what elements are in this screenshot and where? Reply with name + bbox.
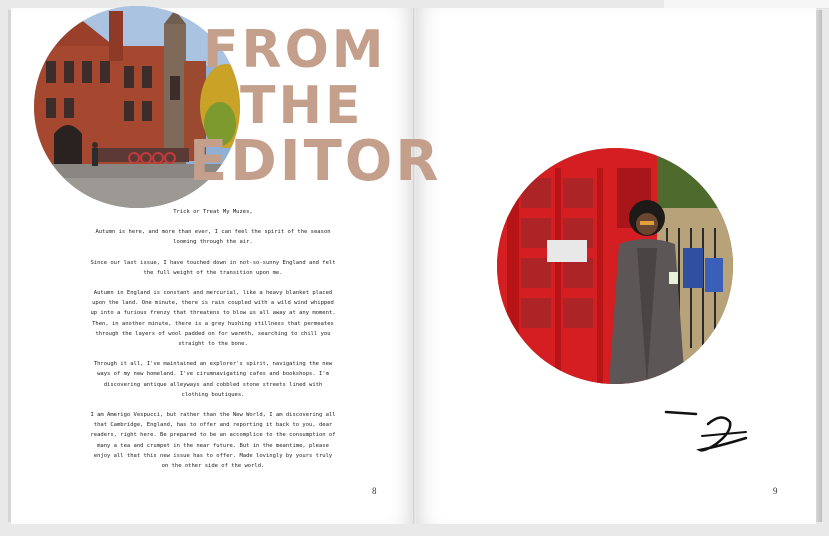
letter-paragraph: Since our last issue, I have touched down in not-so-sunny England and felt the full weight of the transition upon me. bbox=[90, 259, 336, 276]
editor-letter bbox=[90, 207, 336, 481]
phone-booth-photo bbox=[497, 148, 733, 384]
letter-paragraph: Autumn in England is constant and mercurial, like a heavy blanket placed upon the land. One minute, there is rain coupled with a wild wind whipped up into a furious frenzy that threatens to blow us all away at any moment. Then, in another minute, there is a grey hushing stillness that permeates through the layers of wool padded on for warmth, searching to chill you straight to the bone. bbox=[90, 290, 336, 348]
page-number-left: 8 bbox=[372, 486, 377, 496]
title-line-editor: EDITOR bbox=[189, 129, 442, 194]
letter-paragraph: Autumn is here, and more than ever, I can feel the spirit of the season looming through the air. bbox=[95, 229, 331, 246]
title-line-the: THE bbox=[240, 76, 364, 136]
title-line-from: FROM bbox=[203, 20, 387, 80]
letter-paragraph: I am Amerigo Vespucci, but rather than the New World, I am discovering all that Cambridge, England, has to offer and reporting it back to you, dear readers, right here. Be prepared to be an accomplice to the consumption of many a tea and crumpet in the near future. But in the meantime, please enjoy all that this new issue has to offer. Made lovingly by yours truly on the other side of the world. bbox=[90, 412, 336, 470]
letter-paragraph: Through it all, I've maintained an explorer's spirit, navigating the new ways of my new homeland. I've cirumnavigating cafes and bookshops. I'm discovering antique alleyways and cobbled stone streets lined with clothing boutiques. bbox=[93, 361, 333, 398]
right-page-edge bbox=[816, 10, 822, 522]
editor-signature bbox=[660, 402, 760, 462]
page-number-right: 9 bbox=[773, 486, 778, 496]
letter-greeting: Trick or Treat My Muzes, bbox=[173, 209, 253, 215]
